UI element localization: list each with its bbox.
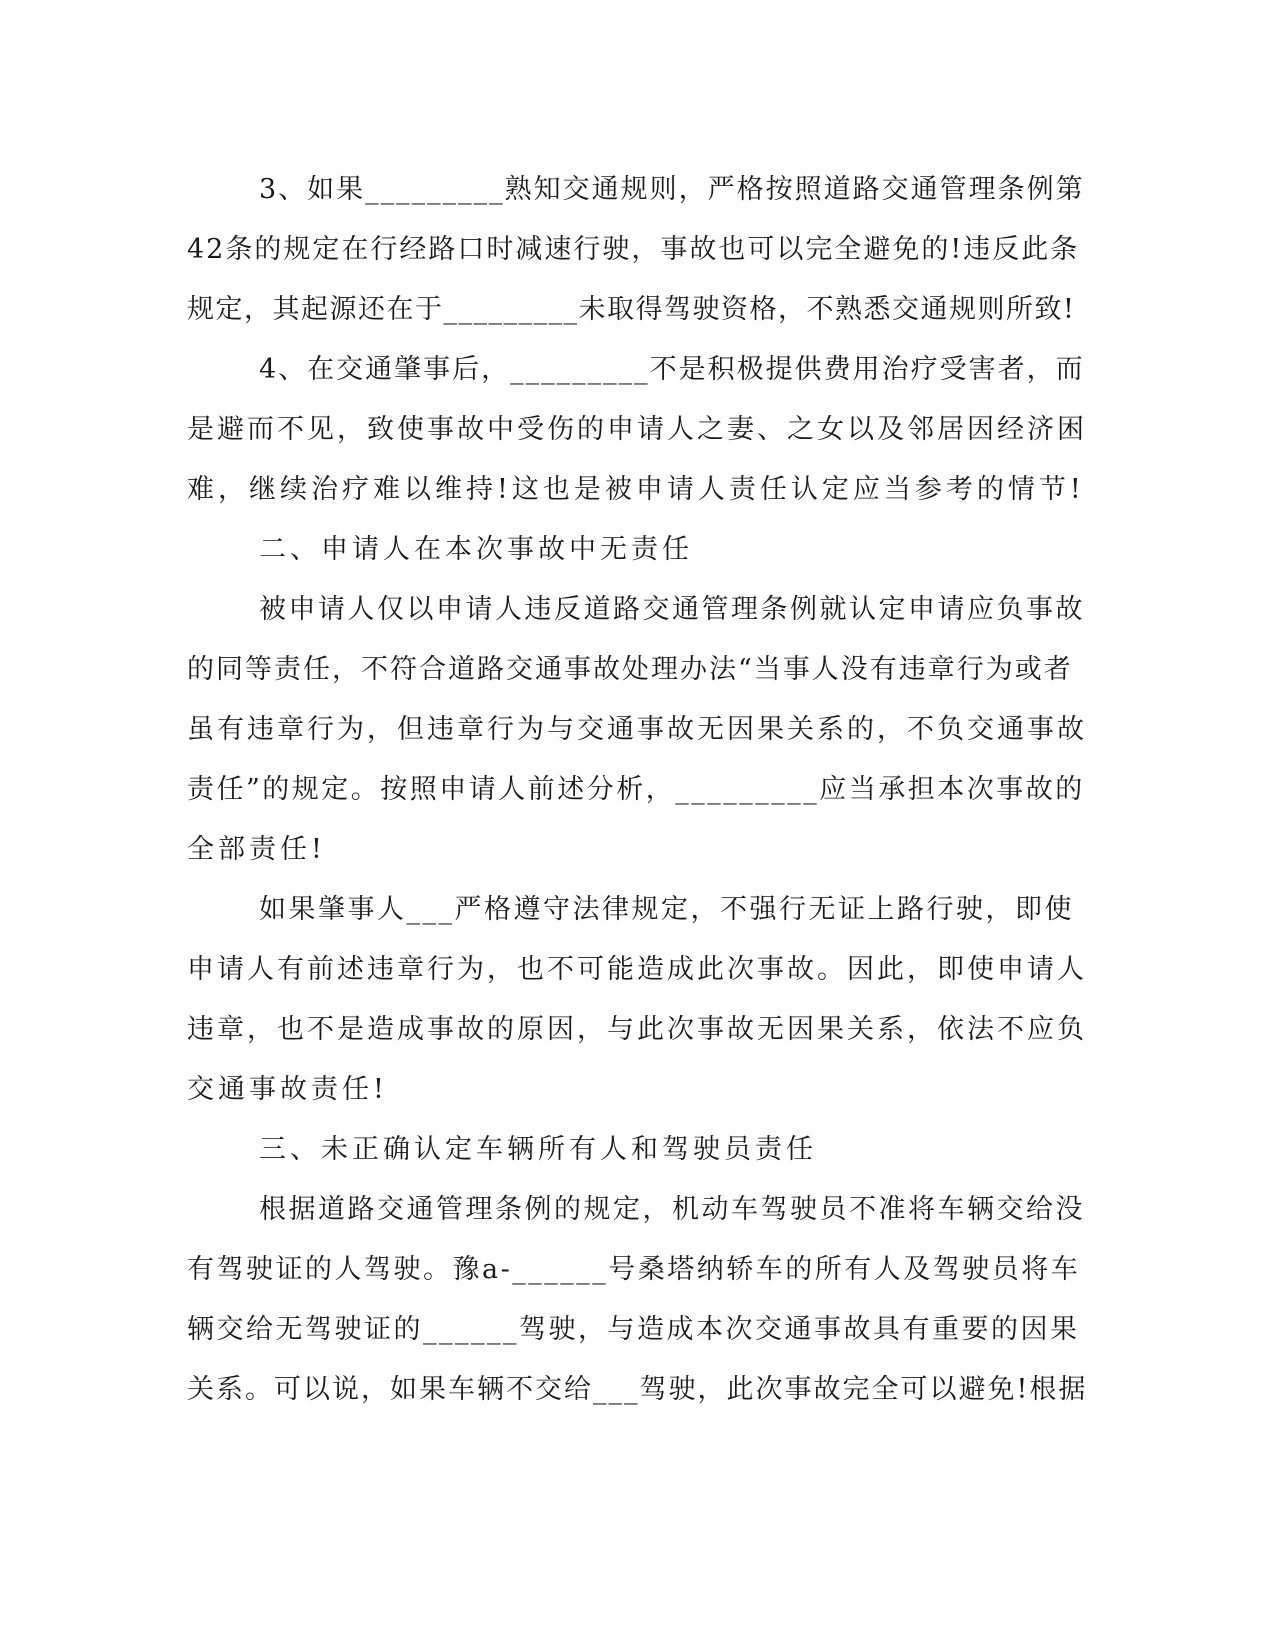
paragraph-4-line-3: 难，继续治疗难以维持!这也是被申请人责任认定应当参考的情节! xyxy=(187,474,1085,505)
paragraph-6-line-1: 如果肇事人___严格遵守法律规定，不强行无证上路行驶，即使 xyxy=(259,894,1074,925)
paragraph-7-line-3: 辆交给无驾驶证的______驾驶，与造成本次交通事故具有重要的因果 xyxy=(187,1314,1080,1345)
paragraph-6-line-4: 交通事故责任! xyxy=(187,1074,388,1105)
document-body xyxy=(187,160,1087,1420)
section-heading-2: 二、申请人在本次事故中无责任 xyxy=(259,534,693,565)
paragraph-5-line-5: 全部责任! xyxy=(187,834,326,865)
paragraph-5-line-2: 的同等责任，不符合道路交通事故处理办法“当事人没有违章行为或者 xyxy=(187,654,1073,685)
section-heading-3: 三、未正确认定车辆所有人和驾驶员责任 xyxy=(259,1134,817,1165)
paragraph-4-line-2: 是避而不见，致使事故中受伤的申请人之妻、之女以及邻居因经济困 xyxy=(187,414,1087,445)
paragraph-3-line-2: 42条的规定在行经路口时减速行驶，事故也可以完全避免的!违反此条 xyxy=(187,234,1080,265)
paragraph-6-line-3: 违章，也不是造成事故的原因，与此次事故无因果关系，依法不应负 xyxy=(187,1014,1087,1045)
paragraph-7-line-1: 根据道路交通管理条例的规定，机动车驾驶员不准将车辆交给没 xyxy=(259,1194,1085,1225)
paragraph-5-line-4: 责任”的规定。按照申请人前述分析，_________应当承担本次事故的 xyxy=(187,774,1085,805)
paragraph-7-line-4: 关系。可以说，如果车辆不交给___驾驶，此次事故完全可以避免!根据 xyxy=(187,1374,1088,1405)
paragraph-5-line-3: 虽有违章行为，但违章行为与交通事故无因果关系的，不负交通事故 xyxy=(187,714,1087,745)
paragraph-6-line-2: 申请人有前述违章行为，也不可能造成此次事故。因此，即使申请人 xyxy=(187,954,1087,985)
paragraph-3-line-3: 规定，其起源还在于_________未取得驾驶资格，不熟悉交通规则所致! xyxy=(187,294,1076,325)
paragraph-5-line-1: 被申请人仅以申请人违反道路交通管理条例就认定申请应负事故 xyxy=(259,594,1085,625)
paragraph-7-line-2: 有驾驶证的人驾驶。豫a-______号桑塔纳轿车的所有人及驾驶员将车 xyxy=(187,1254,1081,1285)
paragraph-4-line-1: 4、在交通肇事后，_________不是积极提供费用治疗受害者，而 xyxy=(259,354,1085,385)
paragraph-3-line-1: 3、如果_________熟知交通规则，严格按照道路交通管理条例第 xyxy=(259,174,1085,205)
